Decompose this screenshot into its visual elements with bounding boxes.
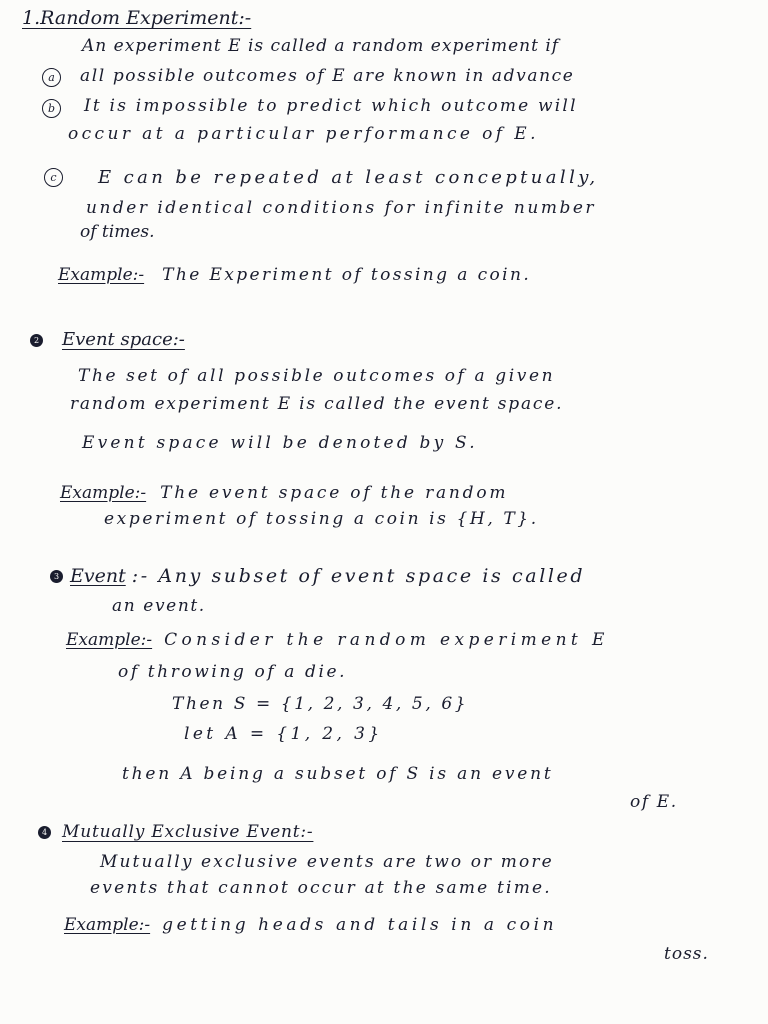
section3-example-line-5: then A being a subset of S is an event [122,764,554,784]
item-c-line-2: under identical conditions for infinite number [86,198,597,218]
section1-example-label: Example:- [58,265,145,285]
item-c-line-3: of times. [80,222,155,242]
section1-example [58,265,531,285]
section3-example-line-4: let A = {1, 2, 3} [184,724,383,744]
section2-line-2: random experiment E is called the event space. [70,394,564,414]
section4-line-2: events that cannot occur at the same time. [90,878,552,898]
section3-title-suffix: :- Any subset of event space is called [131,565,586,587]
section1-heading: 1.Random Experiment:- [22,7,252,29]
section3-example-line-1: Consider the random experiment E [164,630,609,650]
section4-line-1: Mutually exclusive events are two or more [100,852,554,872]
section4-example-line-1: getting heads and tails in a coin [162,915,558,935]
section1-intro: An experiment E is called a random experiment if [82,36,560,56]
section2-marker: 2 [30,334,43,347]
section3-example [66,630,609,650]
section2-line-3: Event space will be denoted by S. [82,433,478,453]
section3-marker: 3 [50,570,63,583]
item-b-line-2: occur at a particular performance of E. [68,124,539,144]
item-c-line-1: E can be repeated at least conceptually, [98,167,599,188]
item-b-line-1: It is impossible to predict which outcome will [84,96,578,116]
section2-example-line-2: experiment of tossing a coin is {H, T}. [104,509,539,529]
section3-line-2: an event. [112,596,206,616]
item-a-line-1: all possible outcomes of E are known in advance [80,66,575,86]
section4-heading: Mutually Exclusive Event:- [62,822,314,842]
section3-example-label: Example:- [66,630,153,650]
section3-example-line-6: of E. [630,792,678,812]
section3-example-line-3: Then S = {1, 2, 3, 4, 5, 6} [172,694,469,714]
item-b-marker: b [42,99,61,118]
section2-line-1: The set of all possible outcomes of a given [78,366,556,386]
section2-heading: Event space:- [62,329,185,350]
item-c-marker: c [44,168,63,187]
section4-marker: 4 [38,826,51,839]
section4-example-line-2: toss. [664,944,709,964]
section1-example-text: The Experiment of tossing a coin. [162,265,532,285]
section3-example-line-2: of throwing of a die. [118,662,348,682]
section2-example [60,483,508,503]
section2-example-line-1: The event space of the random [160,483,509,503]
section4-example-label: Example:- [64,915,151,935]
section2-example-label: Example:- [60,483,147,503]
section4-example [64,915,557,935]
section3-title: Event [70,565,126,587]
item-a-marker: a [42,68,61,87]
section3-heading [70,566,585,586]
